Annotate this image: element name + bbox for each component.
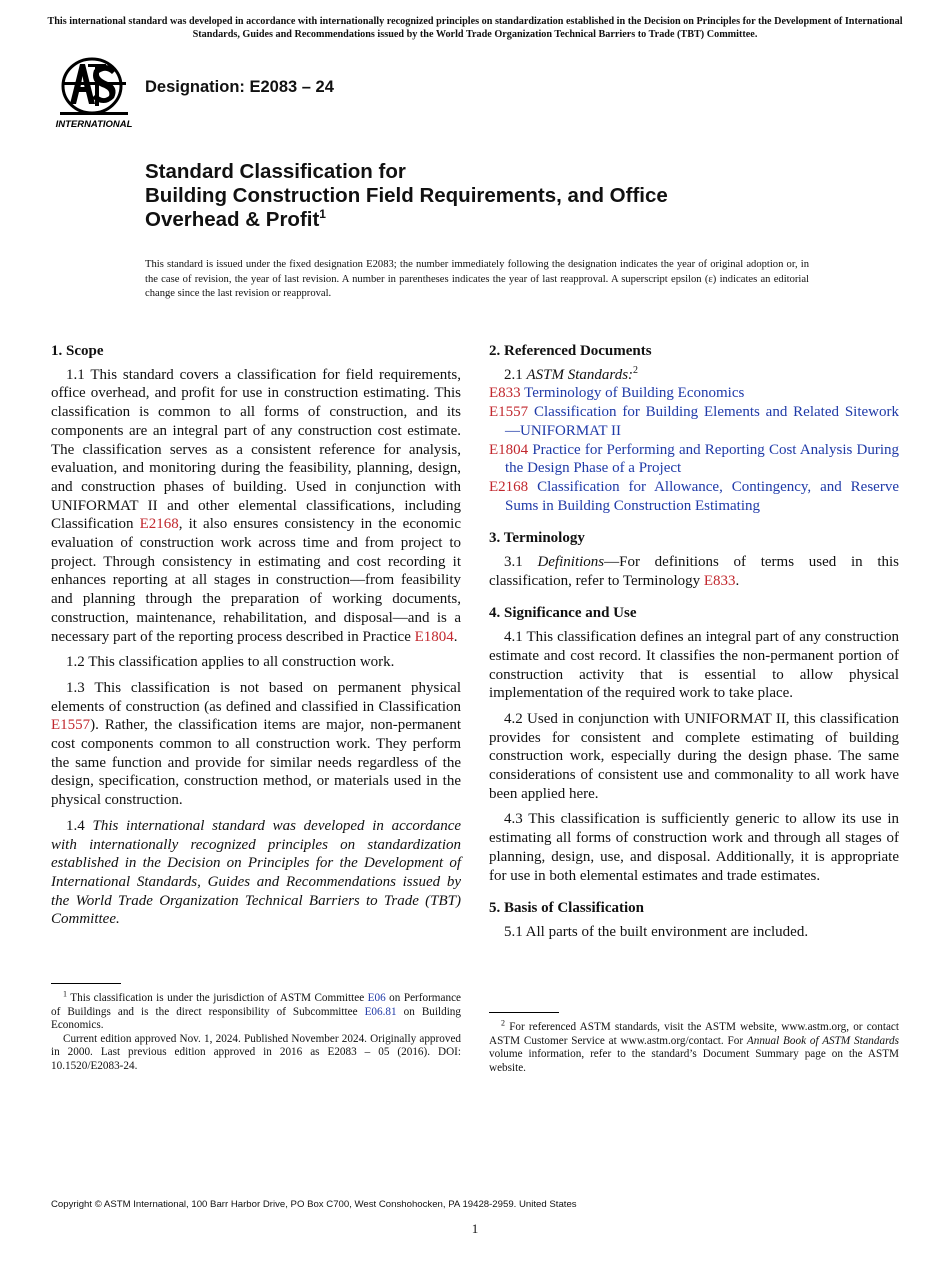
title-footnote-mark: 1: [319, 207, 326, 221]
terminology-number: 3.1: [504, 554, 538, 571]
footnote-divider-left: [51, 983, 121, 984]
footnote-1-text-c: on Building Economics.: [51, 1005, 461, 1032]
footnote-2-paragraph: [489, 1018, 899, 1075]
astm-logo-icon: [52, 56, 136, 132]
basis-paragraph-5-1: 5.1 All parts of the built environment are included.: [504, 923, 809, 940]
footnote-1-mark: 1: [63, 989, 67, 999]
significance-paragraph-4-3: 4.3 This classification is sufficiently generic to allow its use in estimating all forms of construction work and through all stages of planning, design, use, and disposal. Additionally, it is appropriate for use in both elemental estimates and trade estimates.: [489, 811, 899, 884]
scope-1-3-text-b: ). Rather, the classification items are major, non-permanent cost components common to all construction work. They perform the same function and provide for similar needs regardless of the design, specification, construction method, or materials used in the physical construction.: [51, 717, 461, 809]
copyright-notice: Copyright © ASTM International, 100 Barr Harbor Drive, PO Box C700, West Conshohocken, PA 19428-2959. United States: [51, 1199, 577, 1210]
footnote-2-italic: Annual Book of ASTM Standards: [746, 1034, 899, 1047]
reference-title[interactable]: Terminology of Building Economics: [520, 385, 745, 402]
footnote-1-paragraph: [51, 989, 461, 1033]
footnote-2-text-a: For referenced ASTM standards, visit the ASTM website, www.astm.org, or contact ASTM Customer Service at www.astm.org/contact. For: [489, 1021, 899, 1047]
reference-code[interactable]: E2168: [489, 478, 529, 495]
reference-code[interactable]: E1804: [489, 441, 529, 458]
astm-standards-subheading: [489, 366, 899, 385]
footnote-2-text-b: volume information, refer to the standard’s Document Summary page on the ASTM website.: [489, 1048, 899, 1074]
astm-logo: [52, 56, 136, 132]
page-title: [145, 160, 845, 232]
footnote-2: [489, 1018, 899, 1075]
scope-paragraph-1-4: [51, 817, 461, 929]
link-e06[interactable]: E06: [367, 992, 386, 1004]
title-line-1: Standard Classification for: [145, 160, 406, 183]
footnote-divider-right: [489, 1012, 559, 1013]
title-line-2: Building Construction Field Requirements, and Office: [145, 184, 668, 207]
scope-1-1-text-c: .: [453, 628, 458, 645]
reference-title[interactable]: Classification for Building Elements and Related Sitework—UNIFORMAT II: [505, 404, 899, 439]
footnote-1-text-b: on Performance of Buildings and is the direct responsibility of Subcommittee: [51, 992, 461, 1018]
title-line-3-text: Overhead & Profit: [145, 208, 320, 231]
title-line-3: [145, 208, 845, 232]
referenced-footnote-mark: 2: [633, 364, 639, 376]
reference-title[interactable]: Classification for Allowance, Contingency, and Reserve Sums in Building Construction Estimating: [505, 478, 899, 514]
scope-paragraph-1-3: [51, 679, 461, 810]
significance-heading: 4. Significance and Use: [489, 605, 637, 622]
reference-code[interactable]: E833: [489, 385, 521, 402]
referenced-documents-heading: 2. Referenced Documents: [489, 343, 652, 359]
reference-item[interactable]: [489, 384, 899, 403]
footnote-1-edition: Current edition approved Nov. 1, 2024. Published November 2024. Originally approved in 2000. Last previous edition approved in 2016 as E2083 – 05 (2016). DOI: 10.1520/E2083-24.: [51, 1032, 461, 1072]
terminology-term: Definitions: [537, 554, 605, 571]
terminology-paragraph-3-1: [489, 553, 899, 590]
referenced-sub-title: ASTM Standards:: [526, 366, 634, 383]
scope-heading: 1. Scope: [51, 343, 104, 359]
scope-paragraph-1-1: [51, 366, 461, 647]
scope-1-1-text-b: , it also ensures consistency in the economic evaluation of construction work across time and from project to project. Through consistency in estimating and cost recording it enhances reporting at all stages in construction—from feasibility and planning through the preparation of working documents, construction, maintenance, rehabilitation, and disposal—and is a necessary part of the reporting process described in Practice: [51, 516, 461, 645]
link-e06-81[interactable]: E06.81: [364, 1005, 397, 1018]
logo-word: INTERNATIONAL: [55, 119, 133, 130]
terminology-text-a: —For definitions of terms used in this classification, refer to Terminology: [489, 554, 899, 589]
referenced-sub-number: 2.1: [504, 366, 527, 383]
footnote-2-mark: 2: [501, 1018, 505, 1028]
significance-paragraph-4-2: 4.2 Used in conjunction with UNIFORMAT II, this classification provides for consistent and complete estimating of building construction work, especially during the design phase. The same considerations of consistent use and commonality to all work have been applied here.: [489, 710, 899, 802]
designation: Designation: E2083 – 24: [145, 78, 334, 96]
scope-1-1-text-a: 1.1 This standard covers a classification for field requirements, office overhead, and profit for use in construction estimating. This classification is common to all forms of construction, and its components are an integral part of any construction cost estimate. The classification serves as a consistent reference for analysis, evaluation, and monitoring during the feasibility, planning, design, and construction phases of building. Used in conjunction with UNIFORMAT II and other elemental classifications, including Classification: [51, 366, 461, 533]
scope-paragraph-1-2: 1.2 This classification applies to all construction work.: [66, 654, 395, 671]
basis-heading: 5. Basis of Classification: [489, 900, 645, 917]
ref-link-e833[interactable]: E833: [703, 572, 736, 589]
reference-item[interactable]: [489, 403, 899, 440]
significance-paragraph-4-1: 4.1 This classification defines an integral part of any construction estimate and cost record. It classifies the non-permanent portion of construction activity that is essential to allow physical implementation of the required work to take place.: [489, 629, 899, 702]
terminology-text-b: .: [735, 572, 740, 589]
terminology-heading: 3. Terminology: [489, 530, 585, 547]
right-column: [489, 342, 899, 949]
scope-1-4-number: 1.4: [66, 817, 93, 834]
ref-link-e2168[interactable]: E2168: [139, 516, 179, 533]
reference-title[interactable]: Practice for Performing and Reporting Cost Analysis During the Design Phase of a Project: [505, 441, 899, 477]
left-column: [51, 342, 461, 936]
ref-link-e1557[interactable]: E1557: [51, 717, 91, 734]
reference-item[interactable]: [489, 478, 899, 515]
scope-1-3-text-a: 1.3 This classification is not based on permanent physical elements of construction (as defined and classified in Classification: [51, 679, 461, 715]
page-number: 1: [471, 1221, 479, 1236]
issued-note: This standard is issued under the fixed designation E2083; the number immediately following the designation indicates the year of original adoption or, in the case of revision, the year of last revision. A number in parentheses indicates the year of last reapproval. A superscript epsilon (ε) indicates an editorial change since the last revision or reapproval.: [145, 259, 809, 299]
reference-item[interactable]: [489, 441, 899, 478]
footnote-1: [51, 989, 461, 1074]
scope-1-4-text: This international standard was developed in accordance with internationally recognized principles on standardization established in the Decision on Principles for the Development of International Standards, Guides and Recommendations issued by the World Trade Organization Technical Barriers to Trade (TBT) Committee.: [51, 817, 462, 928]
ref-link-e1804[interactable]: E1804: [414, 628, 454, 645]
footnote-1-text-a: This classification is under the jurisdiction of ASTM Committee: [70, 992, 368, 1004]
reference-code[interactable]: E1557: [489, 404, 529, 421]
header-notice: This international standard was developed in accordance with internationally recognized principles on standardization established in the Decision on Principles for the Development of International Standards, Guides and Recommendations issued by the World Trade Organization Technical Barriers to Trade (TBT) Committee.: [47, 16, 903, 40]
